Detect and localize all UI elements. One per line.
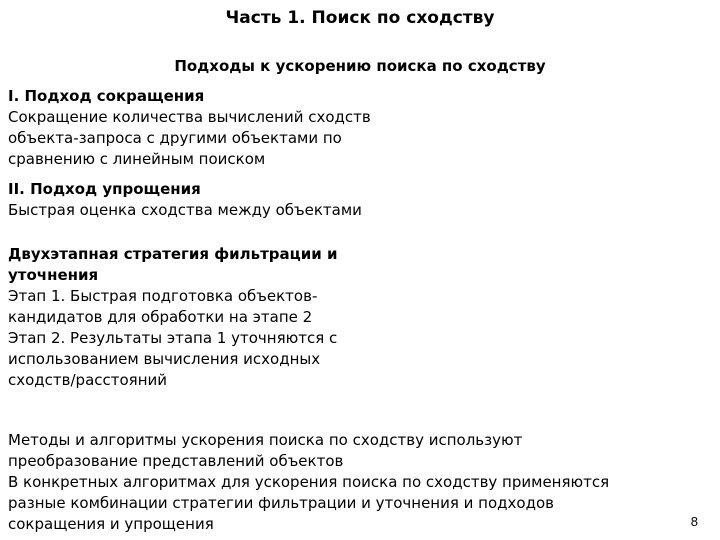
- text-line: кандидатов для обработки на этапе 2: [8, 308, 313, 326]
- text-line: сходств/расстояний: [8, 371, 168, 389]
- page-number: 8: [690, 514, 698, 529]
- text-line: преобразование представлений объектов: [8, 452, 344, 470]
- text-line: сокращения и упрощения: [8, 515, 214, 533]
- text-line: Быстрая оценка сходства между объектами: [8, 201, 362, 219]
- text-line: Этап 2. Результаты этапа 1 уточняются с: [8, 329, 338, 347]
- text-line: объекта-запроса с другими объектами по: [8, 129, 342, 147]
- text-line: Методы и алгоритмы ускорения поиска по сходству используют: [8, 431, 523, 449]
- section-heading: Двухэтапная стратегия фильтрации и: [8, 245, 338, 263]
- section-heading: I. Подход сокращения: [8, 87, 205, 105]
- section-reduction: [8, 86, 371, 170]
- section-simplification: [8, 179, 362, 221]
- text-line: В конкретных алгоритмах для ускорения поиска по сходству применяются: [8, 473, 610, 491]
- text-line: разные комбинации стратегии фильтрации и уточнения и подходов: [8, 494, 554, 512]
- section-heading: уточнения: [8, 266, 99, 284]
- text-line: Этап 1. Быстрая подготовка объектов-: [8, 287, 318, 305]
- text-line: использованием вычисления исходных: [8, 350, 321, 368]
- section-summary: [8, 430, 609, 535]
- text-line: Сокращение количества вычислений сходств: [8, 108, 371, 126]
- slide-subtitle: Подходы к ускорению поиска по сходству: [174, 57, 546, 75]
- slide-title: Часть 1. Поиск по сходству: [225, 8, 495, 28]
- section-heading: II. Подход упрощения: [8, 180, 201, 198]
- section-two-stage-strategy: [8, 244, 338, 391]
- text-line: сравнению с линейным поиском: [8, 150, 266, 168]
